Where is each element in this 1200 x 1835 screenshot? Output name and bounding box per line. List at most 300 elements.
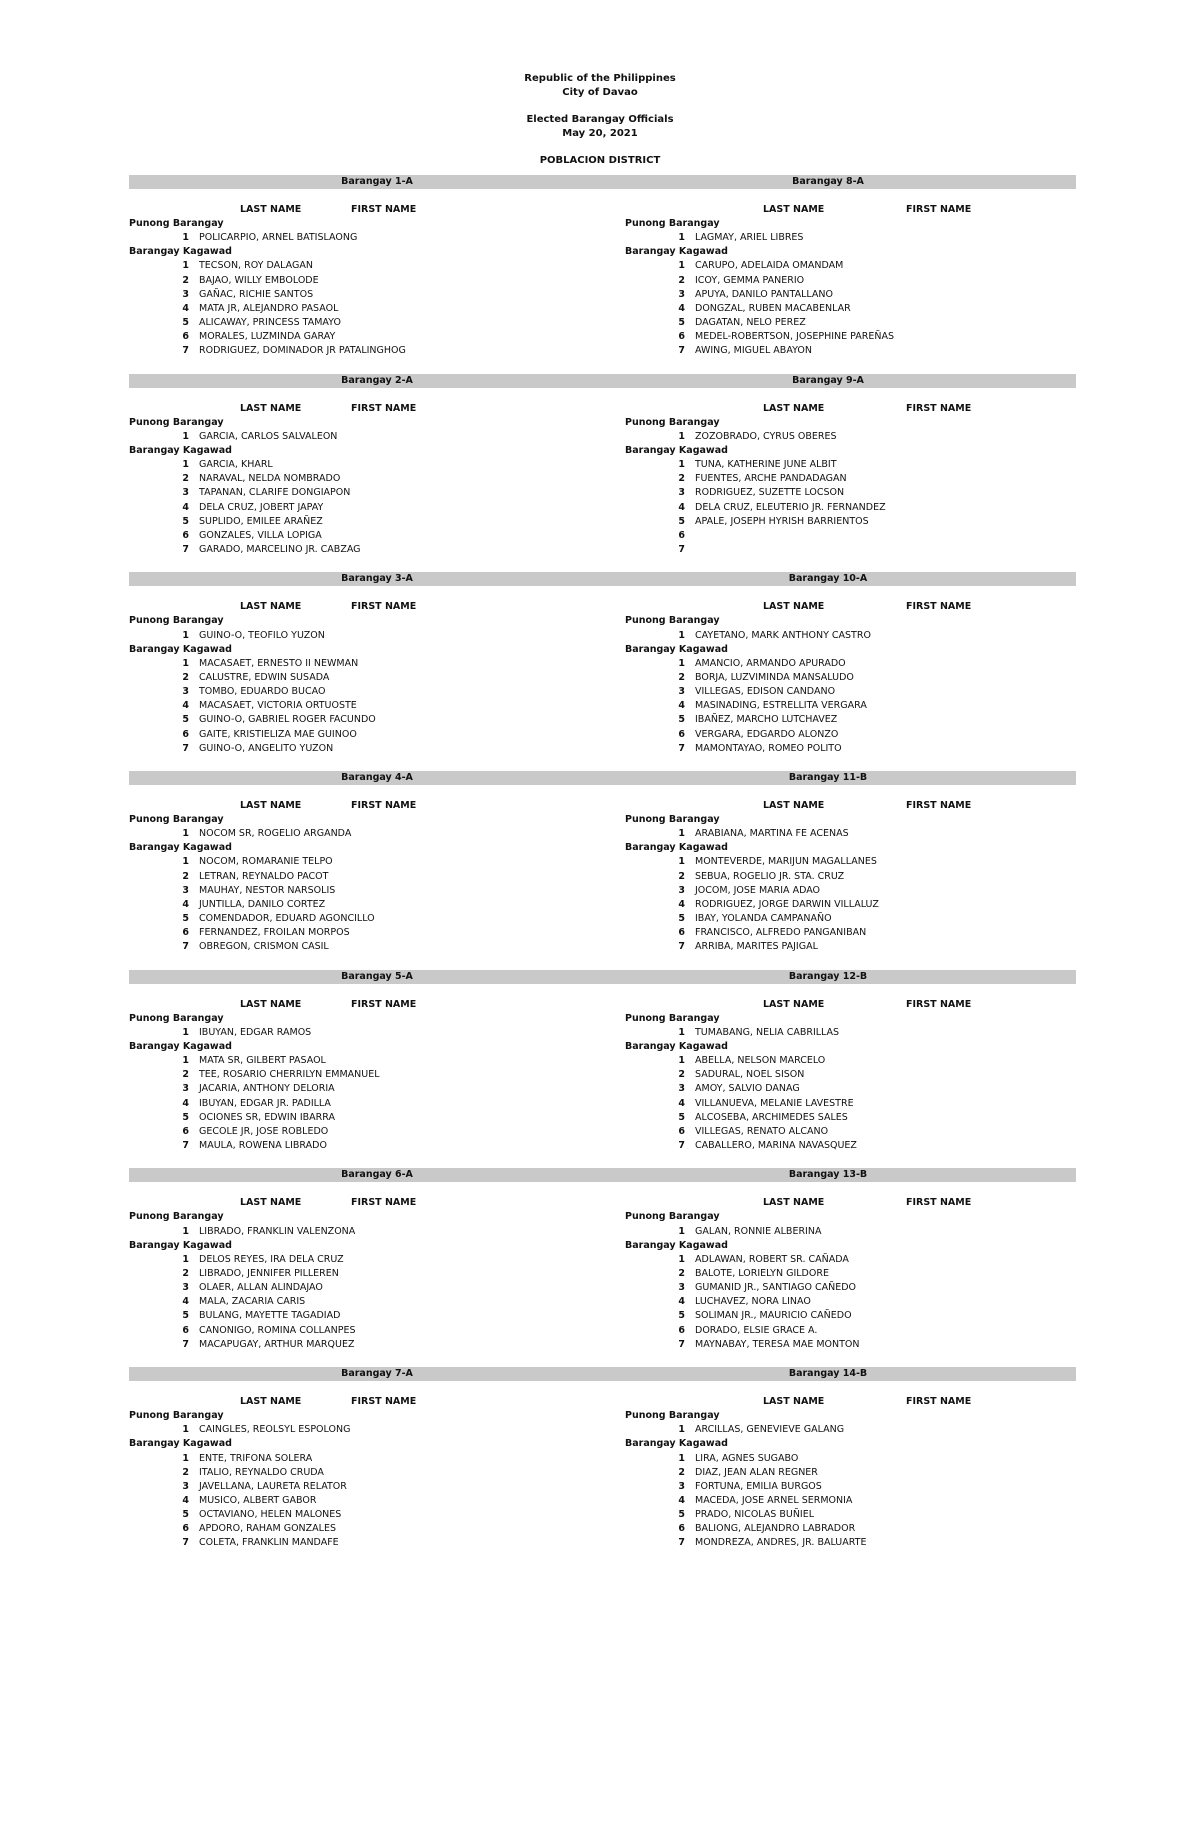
captain-number: 1 — [678, 430, 685, 442]
kagawad-number: 4 — [678, 700, 685, 712]
kagawad-name: LIRA, AGNES SUGABO — [695, 1452, 799, 1464]
kagawad-label: Barangay Kagawad — [129, 643, 232, 655]
captain-row — [129, 1225, 625, 1239]
kagawad-row — [129, 884, 625, 898]
kagawad-row — [625, 1338, 1076, 1352]
kagawad-number: 7 — [678, 1338, 685, 1350]
kagawad-number: 7 — [182, 742, 189, 754]
kagawad-name: VILLEGAS, EDISON CANDANO — [695, 686, 836, 698]
column-header-row — [625, 203, 1076, 217]
kagawad-number: 5 — [678, 515, 685, 527]
kagawad-list — [129, 1054, 625, 1153]
kagawad-number: 7 — [182, 1140, 189, 1152]
kagawad-row — [625, 302, 1076, 316]
column-header-row — [129, 203, 625, 217]
kagawad-number: 6 — [182, 331, 189, 343]
barangay-title: Barangay 4-A — [129, 771, 625, 785]
kagawad-number: 2 — [678, 671, 685, 683]
captain-number: 1 — [678, 1026, 685, 1038]
kagawad-number: 2 — [182, 274, 189, 286]
kagawad-name: TAPANAN, CLARIFE DONGIAPON — [199, 487, 351, 499]
first-name-header: FIRST NAME — [906, 402, 972, 414]
header-city: City of Davao — [562, 87, 638, 98]
kagawad-row — [129, 898, 625, 912]
kagawad-name: APDORO, RAHAM GONZALES — [199, 1523, 336, 1535]
kagawad-name: CARUPO, ADELAIDA OMANDAM — [695, 260, 844, 272]
last-name-header: LAST NAME — [240, 1396, 302, 1408]
kagawad-name: ARRIBA, MARITES PAJIGAL — [695, 941, 818, 953]
kagawad-number: 2 — [182, 1069, 189, 1081]
kagawad-number: 5 — [678, 1310, 685, 1322]
kagawad-number: 2 — [182, 473, 189, 485]
kagawad-row — [625, 1494, 1076, 1508]
kagawad-name: ABELLA, NELSON MARCELO — [695, 1055, 826, 1067]
first-name-header: FIRST NAME — [906, 204, 972, 215]
kagawad-name: OCTAVIANO, HELEN MALONES — [199, 1509, 342, 1521]
first-name-header: FIRST NAME — [906, 601, 972, 613]
kagawad-row — [625, 543, 1076, 557]
kagawad-number: 7 — [182, 1338, 189, 1350]
last-name-header: LAST NAME — [240, 601, 302, 613]
kagawad-row — [129, 912, 625, 926]
kagawad-label: Barangay Kagawad — [625, 842, 728, 854]
barangay-section — [625, 374, 1076, 573]
kagawad-name: ITALIO, REYNALDO CRUDA — [199, 1466, 324, 1478]
kagawad-list — [625, 1054, 1076, 1153]
kagawad-number: 3 — [678, 884, 685, 896]
kagawad-name: TUNA, KATHERINE JUNE ALBIT — [695, 459, 837, 471]
kagawad-row — [625, 884, 1076, 898]
kagawad-row — [625, 458, 1076, 472]
last-name-header: LAST NAME — [763, 204, 825, 215]
kagawad-row — [625, 898, 1076, 912]
kagawad-name: OBREGON, CRISMON CASIL — [199, 941, 329, 953]
kagawad-number: 6 — [678, 1125, 685, 1137]
kagawad-name: ALCOSEBA, ARCHIMEDES SALES — [695, 1111, 848, 1123]
barangay-title: Barangay 5-A — [129, 970, 625, 984]
kagawad-name: TOMBO, EDUARDO BUCAO — [199, 686, 326, 698]
kagawad-name: OLAER, ALLAN ALINDAJAO — [199, 1282, 323, 1294]
kagawad-row — [129, 671, 625, 685]
kagawad-row — [129, 302, 625, 316]
kagawad-name: RODRIGUEZ, JORGE DARWIN VILLALUZ — [695, 898, 879, 910]
kagawad-number: 2 — [182, 671, 189, 683]
captain-name: TUMABANG, NELIA CABRILLAS — [695, 1026, 840, 1038]
kagawad-row — [625, 1508, 1076, 1522]
kagawad-list — [625, 657, 1076, 756]
captain-row — [129, 430, 625, 444]
kagawad-number: 5 — [182, 515, 189, 527]
kagawad-number: 6 — [678, 927, 685, 939]
kagawad-name: GAITE, KRISTIELIZA MAE GUINOO — [199, 728, 357, 740]
kagawad-row — [625, 486, 1076, 500]
kagawad-name: COMENDADOR, EDUARD AGONCILLO — [199, 913, 375, 925]
kagawad-number: 4 — [182, 501, 189, 513]
kagawad-name: FUENTES, ARCHE PANDADAGAN — [695, 473, 847, 485]
kagawad-number: 4 — [678, 501, 685, 513]
barangay-section — [129, 374, 625, 573]
kagawad-name: JACARIA, ANTHONY DELORIA — [199, 1083, 335, 1095]
kagawad-row — [625, 515, 1076, 529]
kagawad-row — [625, 1054, 1076, 1068]
kagawad-number: 1 — [678, 1253, 685, 1265]
kagawad-name: MACAPUGAY, ARTHUR MARQUEZ — [199, 1338, 355, 1350]
kagawad-name: MACASAET, VICTORIA ORTUOSTE — [199, 700, 357, 712]
kagawad-name: JAVELLANA, LAURETA RELATOR — [199, 1480, 347, 1492]
kagawad-number: 4 — [678, 302, 685, 314]
punong-barangay-label: Punong Barangay — [625, 1211, 720, 1223]
first-name-header: FIRST NAME — [351, 601, 417, 613]
kagawad-row — [129, 870, 625, 884]
kagawad-name: ENTE, TRIFONA SOLERA — [199, 1452, 313, 1464]
kagawad-name: AWING, MIGUEL ABAYON — [695, 345, 812, 357]
kagawad-name: IBAY, YOLANDA CAMPANAÑO — [695, 913, 832, 925]
kagawad-name: MORALES, LUZMINDA GARAY — [199, 331, 336, 343]
kagawad-name: FERNANDEZ, FROILAN MORPOS — [199, 927, 350, 939]
kagawad-number: 6 — [182, 927, 189, 939]
kagawad-row — [625, 1466, 1076, 1480]
kagawad-row — [625, 1309, 1076, 1323]
kagawad-name: BORJA, LUZVIMINDA MANSALUDO — [695, 671, 854, 683]
kagawad-name: MAUHAY, NESTOR NARSOLIS — [199, 884, 336, 896]
kagawad-name: IBAÑEZ, MARCHO LUTCHAVEZ — [695, 714, 838, 726]
column-header-row — [129, 600, 625, 614]
kagawad-number: 7 — [678, 345, 685, 357]
kagawad-row — [625, 274, 1076, 288]
kagawad-row — [625, 316, 1076, 330]
kagawad-number: 6 — [182, 1324, 189, 1336]
barangay-section — [625, 175, 1076, 374]
captain-row — [625, 1225, 1076, 1239]
captain-name: GUINO-O, TEOFILO YUZON — [199, 629, 325, 641]
kagawad-name: SEBUA, ROGELIO JR. STA. CRUZ — [695, 870, 845, 882]
punong-barangay-label: Punong Barangay — [625, 1012, 720, 1024]
kagawad-row — [129, 1309, 625, 1323]
kagawad-label: Barangay Kagawad — [625, 1041, 728, 1053]
kagawad-name: CABALLERO, MARINA NAVASQUEZ — [695, 1140, 857, 1152]
kagawad-name: MUSICO, ALBERT GABOR — [199, 1494, 317, 1506]
kagawad-row — [625, 1324, 1076, 1338]
barangay-section — [625, 572, 1076, 771]
barangay-grid — [129, 175, 1076, 1566]
kagawad-name: MALA, ZACARIA CARIS — [199, 1296, 306, 1308]
kagawad-name: DELA CRUZ, ELEUTERIO JR. FERNANDEZ — [695, 501, 886, 513]
kagawad-name: BALIONG, ALEJANDRO LABRADOR — [695, 1523, 856, 1535]
barangay-section — [129, 1168, 625, 1367]
last-name-header: LAST NAME — [240, 998, 302, 1010]
first-name-header: FIRST NAME — [351, 1197, 417, 1209]
kagawad-row — [129, 855, 625, 869]
captain-name: LIBRADO, FRANKLIN VALENZONA — [199, 1225, 356, 1237]
kagawad-name: SOLIMAN JR., MAURICIO CAÑEDO — [695, 1310, 852, 1322]
kagawad-name: VERGARA, EDGARDO ALONZO — [695, 728, 839, 740]
kagawad-row — [625, 1522, 1076, 1536]
kagawad-name: GAÑAC, RICHIE SANTOS — [199, 288, 314, 300]
captain-number: 1 — [678, 1225, 685, 1237]
kagawad-number: 5 — [678, 316, 685, 328]
kagawad-number: 7 — [678, 543, 685, 555]
kagawad-number: 6 — [182, 529, 189, 541]
barangay-title: Barangay 8-A — [580, 175, 1076, 189]
kagawad-name: DAGATAN, NELO PEREZ — [695, 316, 806, 328]
kagawad-number: 1 — [182, 1055, 189, 1067]
kagawad-name: MAMONTAYAO, ROMEO POLITO — [695, 742, 842, 754]
barangay-section — [625, 1367, 1076, 1566]
kagawad-name: OCIONES SR, EDWIN IBARRA — [199, 1111, 335, 1123]
kagawad-number: 4 — [182, 898, 189, 910]
kagawad-list — [129, 259, 625, 358]
kagawad-number: 7 — [182, 345, 189, 357]
kagawad-row — [625, 926, 1076, 940]
kagawad-number: 3 — [182, 1083, 189, 1095]
kagawad-name: LIBRADO, JENNIFER PILLEREN — [199, 1268, 339, 1279]
captain-name: GARCIA, CARLOS SALVALEON — [199, 430, 338, 442]
kagawad-row — [625, 1068, 1076, 1082]
kagawad-number: 6 — [678, 1324, 685, 1336]
header-title: Elected Barangay Officials — [526, 114, 674, 125]
kagawad-row — [625, 742, 1076, 756]
kagawad-row — [625, 1480, 1076, 1494]
kagawad-label: Barangay Kagawad — [129, 246, 232, 258]
kagawad-name: GUMANID JR., SANTIAGO CAÑEDO — [695, 1282, 857, 1294]
kagawad-row — [625, 1111, 1076, 1125]
captain-name: ARCILLAS, GENEVIEVE GALANG — [695, 1424, 845, 1436]
column-header-row — [129, 402, 625, 416]
kagawad-row — [129, 1267, 625, 1281]
kagawad-name: LUCHAVEZ, NORA LINAO — [695, 1296, 811, 1308]
kagawad-row — [129, 344, 625, 358]
captain-number: 1 — [182, 1225, 189, 1237]
barangay-section — [129, 970, 625, 1169]
kagawad-row — [129, 330, 625, 344]
kagawad-row — [129, 1536, 625, 1550]
kagawad-name: RODRIGUEZ, SUZETTE LOCSON — [695, 487, 845, 499]
kagawad-number: 2 — [678, 1466, 685, 1478]
kagawad-row — [625, 1082, 1076, 1096]
kagawad-row — [129, 1494, 625, 1508]
kagawad-label: Barangay Kagawad — [625, 1239, 728, 1251]
captain-row — [129, 231, 625, 245]
kagawad-row — [129, 1253, 625, 1267]
kagawad-row — [129, 259, 625, 273]
kagawad-row — [129, 1111, 625, 1125]
kagawad-list — [625, 458, 1076, 557]
barangay-section — [625, 1168, 1076, 1367]
kagawad-row — [129, 515, 625, 529]
first-name-header: FIRST NAME — [351, 402, 417, 414]
last-name-header: LAST NAME — [240, 1197, 302, 1209]
kagawad-number: 3 — [678, 1480, 685, 1492]
kagawad-row — [129, 1522, 625, 1536]
kagawad-name: AMANCIO, ARMANDO APURADO — [695, 657, 846, 669]
kagawad-row — [625, 685, 1076, 699]
kagawad-row — [625, 1452, 1076, 1466]
kagawad-name: MAYNABAY, TERESA MAE MONTON — [695, 1338, 860, 1350]
kagawad-name: PRADO, NICOLAS BUÑIEL — [695, 1509, 815, 1521]
last-name-header: LAST NAME — [240, 402, 302, 414]
kagawad-name: TEE, ROSARIO CHERRILYN EMMANUEL — [199, 1069, 380, 1081]
kagawad-row — [129, 288, 625, 302]
kagawad-list — [625, 1452, 1076, 1551]
kagawad-list — [129, 657, 625, 756]
kagawad-number: 6 — [678, 529, 685, 541]
kagawad-number: 1 — [182, 260, 189, 272]
kagawad-name: DELOS REYES, IRA DELA CRUZ — [199, 1253, 344, 1265]
captain-row — [129, 629, 625, 643]
captain-name: ARABIANA, MARTINA FE ACENAS — [695, 828, 849, 840]
kagawad-row — [625, 713, 1076, 727]
kagawad-name: GUINO-O, ANGELITO YUZON — [199, 742, 334, 754]
kagawad-list — [129, 1253, 625, 1352]
kagawad-name: FRANCISCO, ALFREDO PANGANIBAN — [695, 927, 867, 939]
barangay-title: Barangay 13-B — [580, 1168, 1076, 1182]
column-header-row — [129, 998, 625, 1012]
kagawad-row — [129, 1097, 625, 1111]
kagawad-row — [625, 657, 1076, 671]
kagawad-row — [129, 742, 625, 756]
page-header — [0, 72, 1200, 168]
kagawad-row — [625, 912, 1076, 926]
first-name-header: FIRST NAME — [351, 800, 417, 812]
captain-number: 1 — [182, 1424, 189, 1436]
kagawad-number: 6 — [678, 331, 685, 343]
kagawad-number: 4 — [182, 1097, 189, 1109]
kagawad-number: 4 — [182, 302, 189, 314]
kagawad-name: VILLEGAS, RENATO ALCANO — [695, 1125, 829, 1137]
kagawad-name: JOCOM, JOSE MARIA ADAO — [695, 884, 821, 896]
kagawad-number: 1 — [182, 1452, 189, 1464]
kagawad-number: 2 — [182, 1268, 189, 1279]
kagawad-number: 3 — [182, 1282, 189, 1294]
kagawad-number: 4 — [182, 1494, 189, 1506]
kagawad-row — [129, 1466, 625, 1480]
kagawad-row — [625, 1139, 1076, 1153]
kagawad-name: MEDEL-ROBERTSON, JOSEPHINE PAREÑAS — [695, 331, 895, 343]
column-header-row — [625, 402, 1076, 416]
kagawad-row — [625, 1253, 1076, 1267]
kagawad-label: Barangay Kagawad — [625, 444, 728, 456]
kagawad-name: CALUSTRE, EDWIN SUSADA — [199, 671, 330, 683]
kagawad-number: 5 — [182, 316, 189, 328]
kagawad-number: 5 — [678, 913, 685, 925]
captain-row — [625, 430, 1076, 444]
kagawad-name: GONZALES, VILLA LOPIGA — [199, 529, 322, 541]
kagawad-row — [129, 1082, 625, 1096]
kagawad-number: 6 — [678, 1523, 685, 1535]
kagawad-number: 3 — [678, 1083, 685, 1095]
kagawad-name: FORTUNA, EMILIA BURGOS — [695, 1480, 822, 1492]
kagawad-row — [625, 344, 1076, 358]
kagawad-name: GARCIA, KHARL — [199, 459, 273, 471]
kagawad-number: 2 — [678, 1069, 685, 1081]
last-name-header: LAST NAME — [240, 204, 302, 215]
kagawad-row — [625, 699, 1076, 713]
first-name-header: FIRST NAME — [906, 800, 972, 812]
kagawad-row — [625, 1536, 1076, 1550]
kagawad-list — [625, 259, 1076, 358]
kagawad-row — [129, 316, 625, 330]
column-header-row — [129, 1395, 625, 1409]
kagawad-name: ADLAWAN, ROBERT SR. CAÑADA — [695, 1253, 849, 1265]
barangay-title: Barangay 2-A — [129, 374, 625, 388]
punong-barangay-label: Punong Barangay — [625, 615, 720, 627]
kagawad-number: 1 — [678, 1055, 685, 1067]
kagawad-row — [625, 472, 1076, 486]
kagawad-number: 3 — [182, 1480, 189, 1492]
kagawad-row — [625, 1125, 1076, 1139]
kagawad-row — [129, 685, 625, 699]
column-header-row — [129, 1196, 625, 1210]
kagawad-number: 1 — [678, 260, 685, 272]
captain-number: 1 — [678, 629, 685, 641]
kagawad-number: 3 — [678, 487, 685, 499]
barangay-section — [625, 970, 1076, 1169]
kagawad-name: NOCOM, ROMARANIE TELPO — [199, 856, 333, 868]
kagawad-label: Barangay Kagawad — [625, 643, 728, 655]
first-name-header: FIRST NAME — [351, 998, 417, 1010]
kagawad-name: BALOTE, LORIELYN GILDORE — [695, 1268, 829, 1279]
kagawad-number: 7 — [678, 1140, 685, 1152]
kagawad-number: 5 — [182, 1310, 189, 1322]
barangay-title: Barangay 12-B — [580, 970, 1076, 984]
kagawad-row — [625, 671, 1076, 685]
barangay-title: Barangay 6-A — [129, 1168, 625, 1182]
barangay-section — [129, 1367, 625, 1566]
kagawad-name: VILLANUEVA, MELANIE LAVESTRE — [695, 1097, 854, 1109]
kagawad-number: 3 — [182, 487, 189, 499]
kagawad-row — [625, 330, 1076, 344]
kagawad-name: DELA CRUZ, JOBERT JAPAY — [199, 501, 324, 513]
kagawad-row — [129, 926, 625, 940]
captain-number: 1 — [182, 828, 189, 840]
last-name-header: LAST NAME — [763, 1197, 825, 1209]
kagawad-row — [129, 458, 625, 472]
kagawad-row — [625, 940, 1076, 954]
kagawad-name: IBUYAN, EDGAR JR. PADILLA — [199, 1097, 331, 1109]
kagawad-number: 4 — [678, 1494, 685, 1506]
kagawad-name: GUINO-O, GABRIEL ROGER FACUNDO — [199, 714, 376, 726]
captain-name: CAINGLES, REOLSYL ESPOLONG — [199, 1424, 351, 1436]
barangay-section — [129, 771, 625, 970]
kagawad-row — [129, 1125, 625, 1139]
punong-barangay-label: Punong Barangay — [129, 615, 224, 627]
column-header-row — [129, 799, 625, 813]
kagawad-number: 6 — [182, 1523, 189, 1535]
kagawad-name: MACEDA, JOSE ARNEL SERMONIA — [695, 1494, 853, 1506]
captain-name: LAGMAY, ARIEL LIBRES — [695, 232, 804, 244]
kagawad-row — [129, 529, 625, 543]
kagawad-name: DORADO, ELSIE GRACE A. — [695, 1324, 818, 1336]
kagawad-number: 4 — [678, 1097, 685, 1109]
captain-number: 1 — [678, 828, 685, 840]
kagawad-name: GECOLE JR, JOSE ROBLEDO — [199, 1125, 329, 1137]
captain-row — [625, 1026, 1076, 1040]
captain-name: POLICARPIO, ARNEL BATISLAONG — [199, 232, 358, 244]
barangay-title: Barangay 14-B — [580, 1367, 1076, 1381]
kagawad-name: NARAVAL, NELDA NOMBRADO — [199, 473, 341, 485]
kagawad-number: 5 — [678, 1111, 685, 1123]
captain-name: ZOZOBRADO, CYRUS OBERES — [695, 430, 837, 442]
punong-barangay-label: Punong Barangay — [129, 416, 224, 428]
kagawad-row — [129, 713, 625, 727]
kagawad-number: 2 — [678, 1268, 685, 1279]
kagawad-number: 7 — [182, 941, 189, 953]
captain-number: 1 — [678, 1424, 685, 1436]
kagawad-name: APALE, JOSEPH HYRISH BARRIENTOS — [695, 515, 869, 527]
captain-number: 1 — [678, 232, 685, 244]
punong-barangay-label: Punong Barangay — [625, 814, 720, 826]
captain-row — [625, 827, 1076, 841]
